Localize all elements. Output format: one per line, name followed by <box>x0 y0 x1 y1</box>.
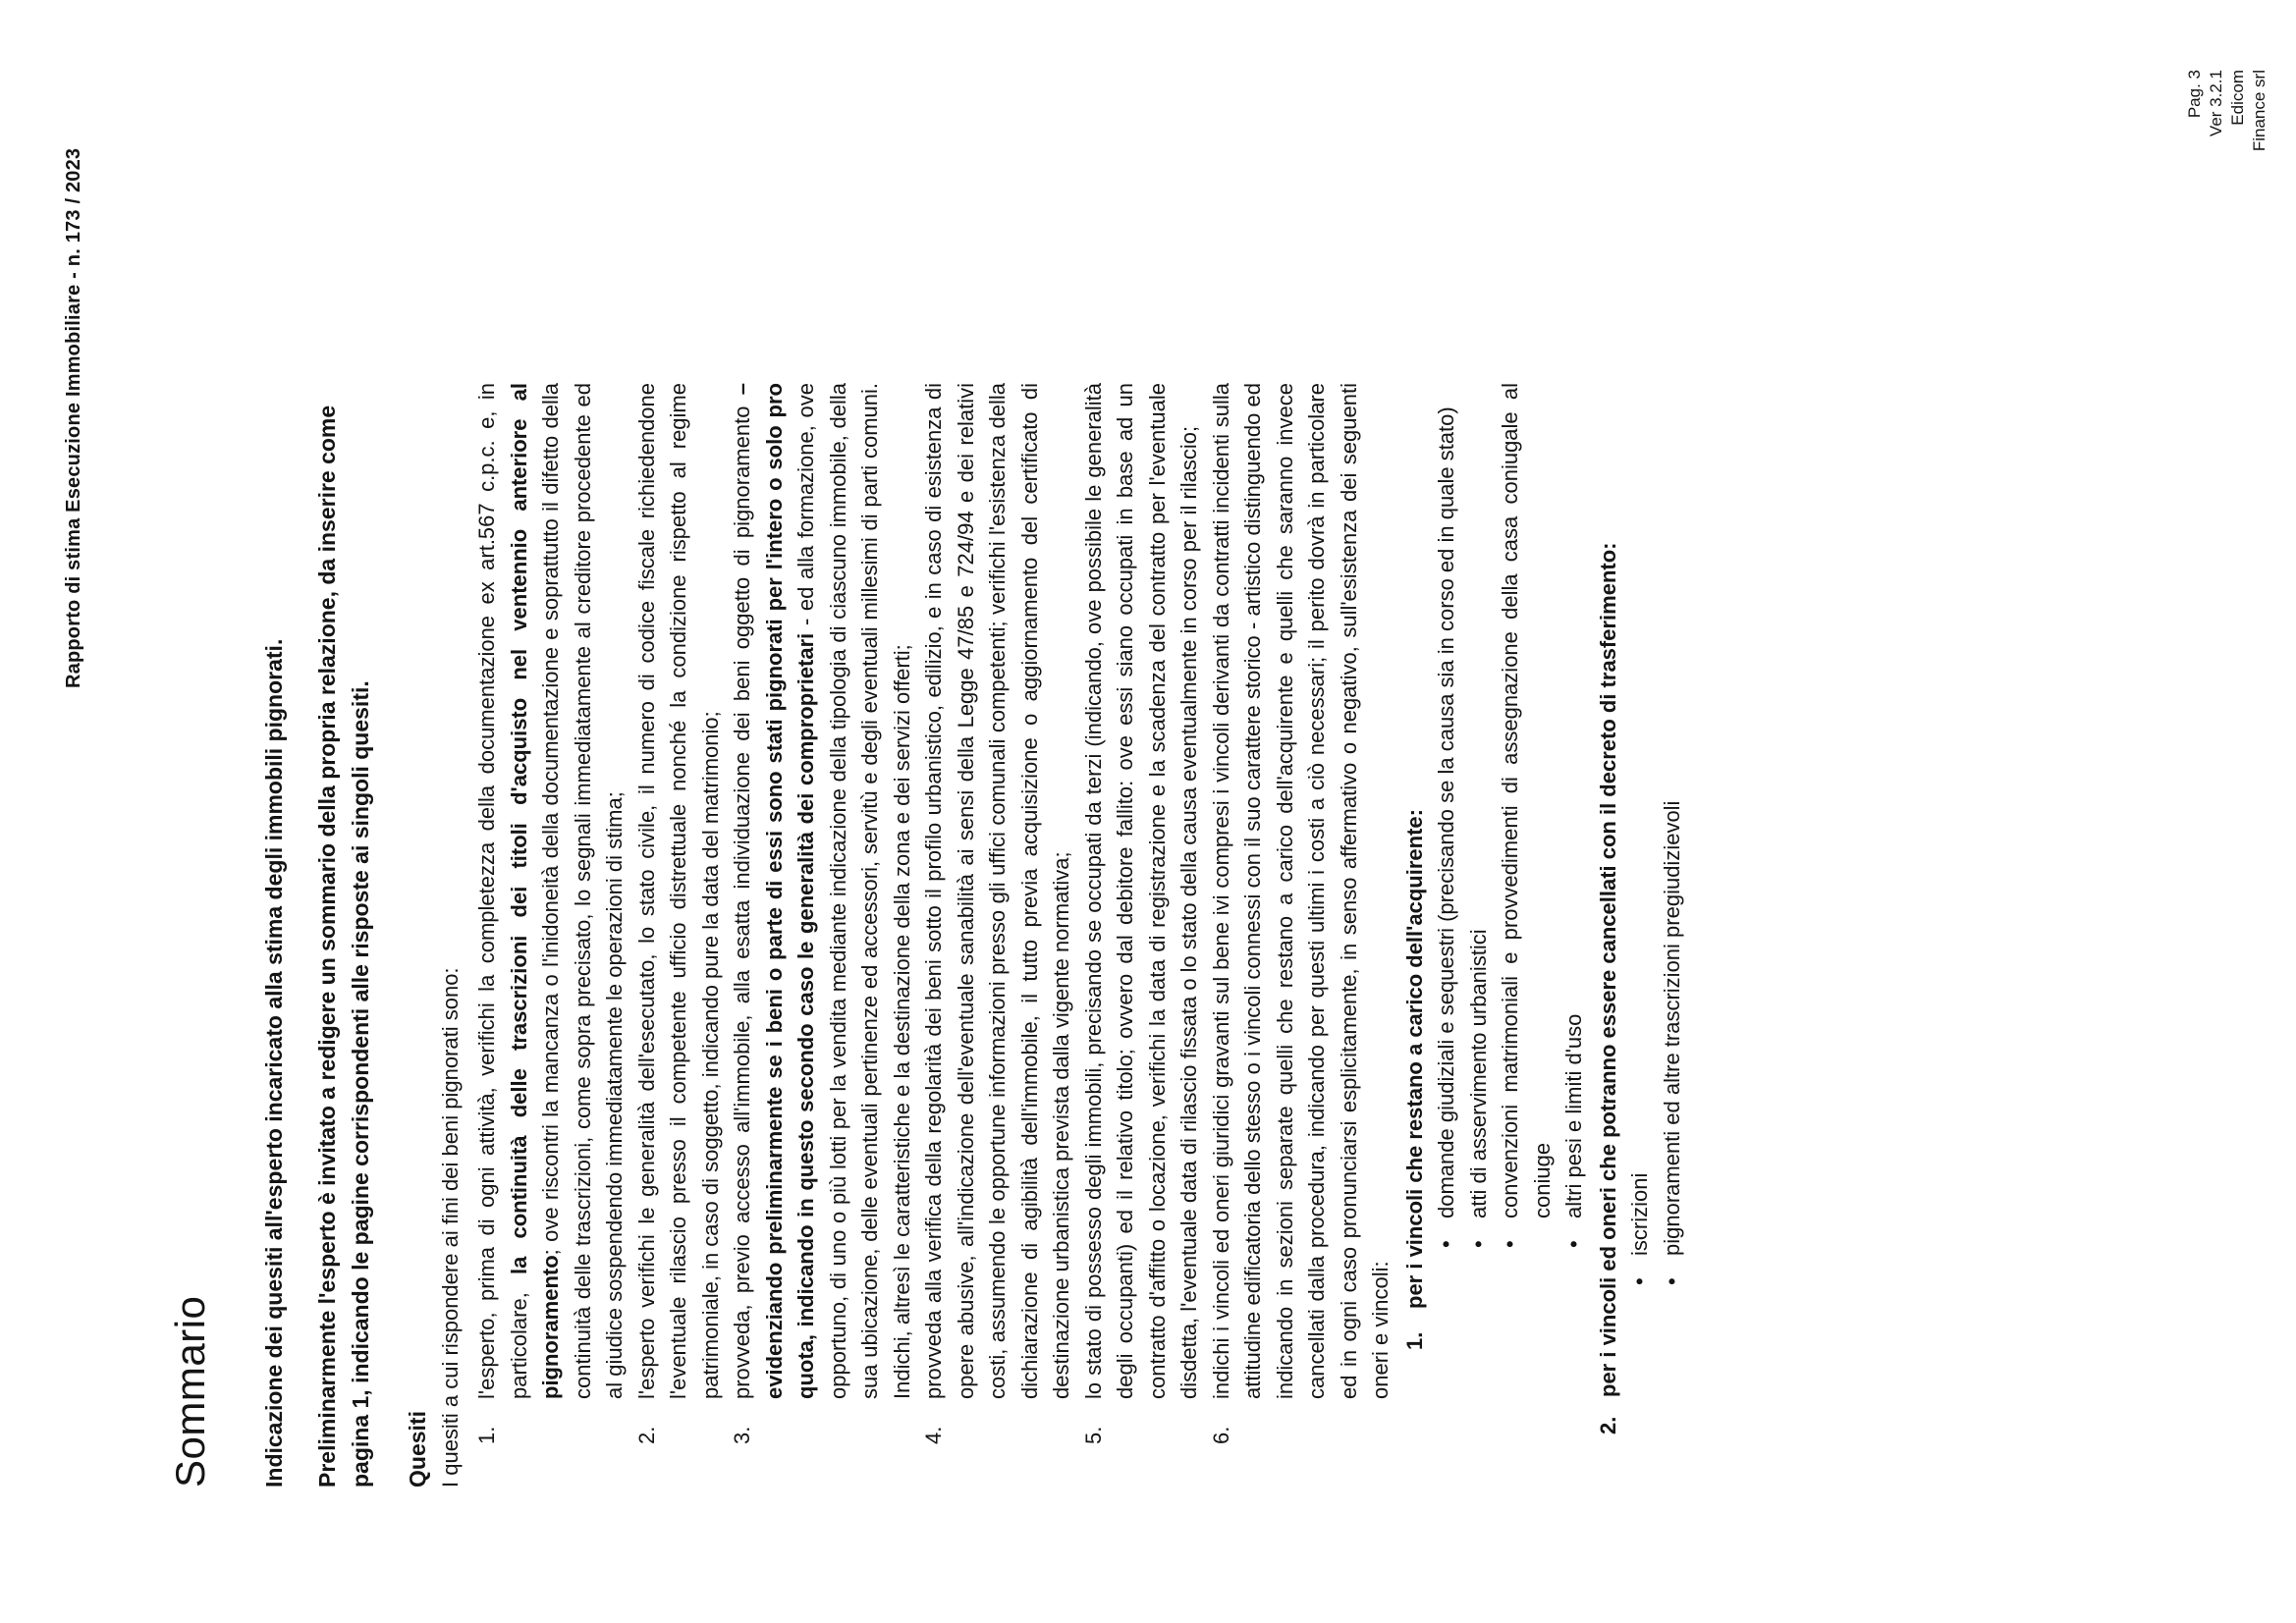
quesito-2 <box>631 383 728 1488</box>
subsection-number: 1. <box>1401 1331 1427 1350</box>
subsection-vincoli-acquirente <box>1399 383 1432 1399</box>
bullet-item: • convenzioni matrimoniali e provvedimenti di assegnazione della casa coniugale al coniuge <box>1495 383 1558 1252</box>
quesiti-heading: Quesiti <box>405 1411 430 1488</box>
bullet-item: • domande giudiziali e sequestri (precisando se la causa sia in corso ed in quale stato) <box>1431 383 1463 1252</box>
page-title: Sommario <box>167 1295 213 1488</box>
subsection-label: per i vincoli che restano a carico dell'acquirente: <box>1401 809 1427 1309</box>
quesito-5 <box>1078 383 1206 1488</box>
quesito-bold-text: la continuità delle trascrizioni dei titoli d'acquisto nel ventennio anteriore al pignoramento <box>506 383 563 1399</box>
bullet-item: • atti di asservimento urbanistici <box>1463 383 1496 1252</box>
quesiti-intro: I quesiti a cui rispondere ai fini dei beni pignorati sono: <box>438 967 463 1488</box>
subsection-vincoli-cancellati <box>1593 383 1625 1450</box>
quesito-number: 6. <box>1208 1426 1233 1444</box>
quesito-6 <box>1206 383 1689 1488</box>
page-footer <box>2184 70 2270 188</box>
quesito-text: lo stato di possesso degli immobili, precisando se occupati da terzi (indicando, ove possibile le generalità degli occupanti) ed il relativo titolo; ovvero dal debitore fallito: ove essi siano occupati in base ad un contratto d'affitto o locazione, verifichi la data di registrazione e la scadenza del contratto per l'eventuale disdetta, l'eventuale data di rilascio fissata o lo stato della causa eventualmente in corso per il rilascio; <box>1080 383 1201 1399</box>
bullet-item: • iscrizioni <box>1624 383 1657 1289</box>
quesito-number: 3. <box>730 1426 754 1444</box>
quesito-text: provveda alla verifica della regolarità dei beni sotto il profilo urbanistico, edilizio, e in caso di esistenza di opere abusive, all'indicazione dell'eventuale sanabilità ai sensi della Legge 47/85 e 724/94 e dei relativi costi, assumendo le opportune informazioni presso gli uffici comunali competenti; verifichi l'esistenza della dichiarazione di agibilità dell'immobile, il tutto previa acquisizione o aggiornamento del certificato di destinazione urbanistica prevista dalla vigente normativa; <box>921 383 1073 1399</box>
quesiti-list <box>471 383 1688 1488</box>
heading-indicazione: Indicazione dei quesiti all'esperto incaricato alla stima degli immobili pignorati. <box>261 638 287 1488</box>
quesito-number: 4. <box>921 1426 946 1444</box>
quesito-text: ; ove riscontri la mancanza o l'inidoneità della documentazione e soprattutto il difetto della continuità delle trascrizioni, come sopra precisato, lo segnali immediatamente al creditore procedente ed al giudice sospendendo immediatamente le operazioni di stima; <box>538 383 627 1399</box>
bullet-item: • altri pesi e limiti d'uso <box>1558 383 1591 1252</box>
heading-preliminare: Preliminarmente l'esperto è invitato a redigere un sommario della propria relazione, da inserire come pagina 1, indicando le pagine corrispondenti alle risposte ai singoli quesiti. <box>314 405 373 1488</box>
quesito-number: 1. <box>474 1426 499 1444</box>
quesito-text: l'esperto, prima di ogni attività, verifichi la completezza della documentazione ex art.567 c.p.c. e, in particolare, <box>474 383 531 1399</box>
report-header: Rapporto di stima Esecuzione Immobiliare - n. 173 / 2023 <box>63 147 84 688</box>
bullet-list-acquirente <box>1431 383 1591 1399</box>
footer-company: Edicom Finance srl <box>2228 70 2269 152</box>
bullet-list-cancellati <box>1624 383 1688 1399</box>
quesito-3 <box>727 383 918 1488</box>
subsection-number: 2. <box>1595 1416 1620 1434</box>
subsection-label: per i vincoli ed oneri che potranno essere cancellati con il decreto di trasferimento: <box>1595 542 1620 1397</box>
quesito-text: provveda, previo accesso all'immobile, alla esatta individuazione dei beni oggetto di pignoramento <box>730 395 754 1399</box>
bullet-item: • pignoramenti ed altre trascrizioni pregiudizievoli <box>1657 383 1689 1289</box>
footer-page-number: Pag. 3 <box>2185 70 2204 119</box>
quesito-4 <box>918 383 1078 1488</box>
quesito-text: - ed alla formazione, ove opportuno, di uno o più lotti per la vendita mediante indicazione della tipologia di ciascuno immobile, della sua ubicazione, delle eventuali pertinenze ed accessori, servitù e degli eventuali millesimi di parti comuni. Indichi, altresì le caratteristiche e la destinazione della zona e dei servizi offerti; <box>793 383 914 1399</box>
footer-version: Ver 3.2.1 <box>2207 70 2225 137</box>
quesito-text: indichi i vincoli ed oneri giuridici gravanti sul bene ivi compresi i vincoli derivanti da contratti incidenti sulla attitudine edificatoria dello stesso o i vincoli connessi con il suo carattere storico - artistico distinguendo ed indicando in sezioni separate quelli che restano a carico dell'acquirente e quelli che saranno invece cancellati dalla procedura, indicando per questi ultimi i costi a ciò necessari; il perito dovrà in particolare ed in ogni caso pronunciarsi esplicitamente, in senso affermativo o negativo, sull'esistenza dei seguenti oneri e vincoli: <box>1208 383 1393 1399</box>
quesito-text: l'esperto verifichi le generalità dell'esecutato, lo stato civile, il numero di codice fiscale richiedendone l'eventuale rilascio presso il competente ufficio distrettuale nonché la condizione rispetto al regime patrimoniale, in caso di soggetto, indicando pure la data del matrimonio; <box>633 383 723 1399</box>
quesito-bold-text: – evidenziando preliminarmente se i beni o parte di essi sono stati pignorati per l'intero o solo pro quota, indicando in questo secondo caso le generalità dei comproprietari <box>730 383 818 1399</box>
quesito-number: 2. <box>633 1426 659 1444</box>
quesito-1 <box>471 383 631 1488</box>
quesito-number: 5. <box>1080 1426 1106 1444</box>
